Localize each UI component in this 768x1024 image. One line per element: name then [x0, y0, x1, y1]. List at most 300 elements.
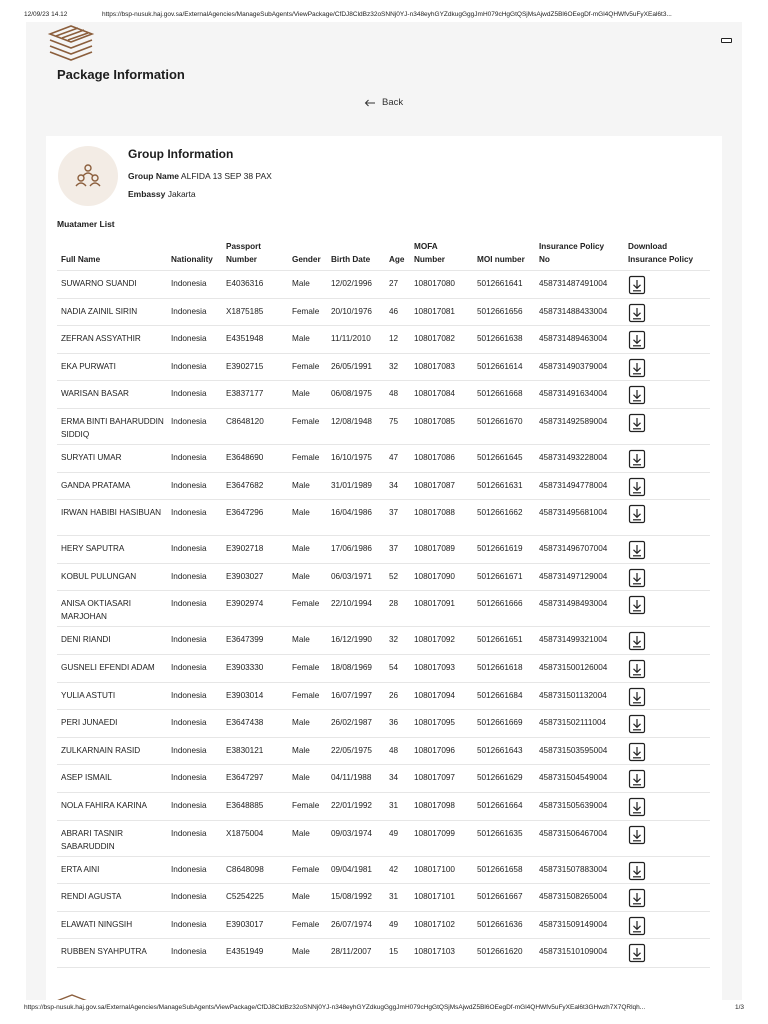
cell-nationality: Indonesia	[171, 306, 207, 316]
cell-age: 54	[389, 663, 399, 672]
cell-passport-number: E3830121	[226, 745, 264, 755]
cell-passport-number: E3903330	[226, 663, 264, 672]
table-row	[57, 472, 710, 500]
cell-moi-number: 5012661618	[477, 663, 523, 672]
cell-gender: Male	[292, 480, 310, 490]
table-row	[57, 626, 710, 654]
muatamer-list-title: Muatamer List	[57, 219, 115, 229]
cell-mofa-number: 108017090	[414, 571, 455, 581]
embassy-line	[128, 189, 196, 199]
back-link[interactable]	[364, 97, 403, 108]
cell-full-name: DENI RIANDI	[61, 635, 111, 645]
cell-gender: Male	[292, 635, 310, 645]
cell-insurance-policy-no: 458731502111004	[539, 718, 607, 728]
cell-insurance-policy-no: 458731509149004	[539, 919, 608, 929]
cell-age: 36	[389, 718, 399, 728]
cell-mofa-number: 108017080	[414, 279, 455, 288]
table-row	[57, 883, 710, 911]
cell-age: 32	[389, 635, 399, 645]
header-nationality: Nationality	[171, 255, 213, 264]
cell-moi-number: 5012661641	[477, 279, 523, 288]
cell-mofa-number: 108017092	[414, 635, 455, 645]
cell-nationality: Indonesia	[171, 334, 207, 344]
cell-age: 46	[389, 306, 399, 316]
cell-moi-number: 5012661643	[477, 745, 523, 755]
cell-moi-number: 5012661645	[477, 453, 523, 462]
cell-passport-number: E3647438	[226, 718, 264, 728]
download-icon[interactable]	[627, 303, 647, 323]
download-icon[interactable]	[627, 504, 647, 524]
cell-insurance-policy-no: 458731508265004	[539, 892, 608, 902]
cell-passport-number: E3647399	[226, 635, 264, 645]
cell-insurance-policy-no: 458731491634004	[539, 389, 608, 399]
cell-moi-number: 5012661638	[477, 334, 523, 344]
cell-gender: Female	[292, 663, 320, 672]
nusuk-logo-icon[interactable]	[46, 24, 96, 62]
table-row	[57, 298, 710, 326]
cell-gender: Female	[292, 453, 320, 462]
cell-gender: Male	[292, 279, 310, 288]
cell-moi-number: 5012661629	[477, 773, 523, 783]
cell-mofa-number: 108017099	[414, 828, 455, 838]
cell-nationality: Indonesia	[171, 864, 207, 874]
cell-moi-number: 5012661684	[477, 690, 523, 700]
cell-insurance-policy-no: 458731510109004	[539, 947, 608, 957]
cell-insurance-policy-no: 458731497129004	[539, 571, 608, 581]
menu-icon[interactable]	[721, 38, 732, 43]
cell-birth-date: 31/01/1989	[331, 480, 372, 490]
cell-insurance-policy-no: 458731503595004	[539, 745, 608, 755]
table-row	[57, 856, 710, 884]
cell-gender: Female	[292, 864, 320, 874]
cell-birth-date: 12/02/1996	[331, 279, 372, 288]
cell-nationality: Indonesia	[171, 361, 207, 371]
download-icon[interactable]	[627, 358, 647, 378]
cell-full-name: ZEFRAN ASSYATHIR	[61, 334, 141, 344]
header-passport-line1: Passport	[226, 242, 262, 251]
cell-moi-number: 5012661666	[477, 599, 523, 609]
download-icon[interactable]	[627, 275, 647, 295]
cell-age: 12	[389, 334, 399, 344]
cell-mofa-number: 108017087	[414, 480, 455, 490]
cell-moi-number: 5012661667	[477, 892, 523, 902]
cell-birth-date: 26/07/1974	[331, 919, 372, 929]
cell-moi-number: 5012661656	[477, 306, 523, 316]
cell-insurance-policy-no: 458731490379004	[539, 361, 608, 371]
download-icon[interactable]	[627, 825, 647, 845]
header-passport	[226, 240, 261, 266]
download-icon[interactable]	[627, 943, 647, 963]
cell-full-name: KOBUL PULUNGAN	[61, 571, 137, 581]
cell-mofa-number: 108017103	[414, 947, 455, 957]
cell-full-name: NADIA ZAINIL SIRIN	[61, 306, 138, 316]
cell-mofa-number: 108017101	[414, 892, 455, 902]
cell-age: 37	[389, 508, 399, 518]
cell-age: 47	[389, 453, 399, 462]
cell-gender: Female	[292, 361, 320, 371]
cell-nationality: Indonesia	[171, 635, 207, 645]
cell-full-name: HERY SAPUTRA	[61, 544, 125, 554]
cell-passport-number: E3837177	[226, 389, 264, 399]
cell-nationality: Indonesia	[171, 480, 207, 490]
cell-passport-number: X1875004	[226, 828, 264, 838]
cell-full-name: WARISAN BASAR	[61, 389, 129, 399]
cell-birth-date: 09/03/1974	[331, 828, 372, 838]
cell-birth-date: 11/11/2010	[331, 334, 371, 344]
cell-gender: Female	[292, 306, 320, 316]
cell-insurance-policy-no: 458731495681004	[539, 508, 608, 518]
embassy-label: Embassy	[128, 189, 166, 199]
table-row	[57, 353, 710, 381]
cell-insurance-policy-no: 458731505639004	[539, 801, 608, 810]
page-title: Package Information	[57, 67, 185, 82]
cell-full-name: PERI JUNAEDI	[61, 718, 118, 728]
group-title: Group Information	[128, 147, 234, 161]
print-header	[0, 0, 768, 22]
table-row	[57, 764, 710, 792]
cell-birth-date: 17/06/1986	[331, 544, 372, 554]
print-datetime: 12/09/23 14.12	[24, 11, 68, 18]
cell-full-name: NOLA FAHIRA KARINA	[61, 801, 147, 810]
cell-insurance-policy-no: 458731501132004	[539, 690, 607, 700]
cell-birth-date: 22/01/1992	[331, 801, 372, 810]
cell-gender: Female	[292, 599, 320, 609]
cell-insurance-policy-no: 458731504549004	[539, 773, 608, 783]
header-mofa-line2: Number	[414, 255, 445, 264]
header-passport-line2: Number	[226, 255, 257, 264]
cell-nationality: Indonesia	[171, 690, 207, 700]
table-row	[57, 792, 710, 820]
cell-insurance-policy-no: 458731488433004	[539, 306, 608, 316]
header-download-line2: Insurance Policy	[628, 255, 694, 264]
download-icon[interactable]	[627, 631, 647, 651]
cell-insurance-policy-no: 458731487491004	[539, 279, 608, 288]
table-row	[57, 590, 710, 626]
header-gender: Gender	[292, 255, 321, 264]
cell-age: 37	[389, 544, 399, 554]
cell-full-name: EKA PURWATI	[61, 361, 116, 371]
cell-passport-number: E4036316	[226, 279, 264, 288]
cell-gender: Male	[292, 773, 310, 783]
cell-passport-number: E3648690	[226, 453, 264, 462]
cell-nationality: Indonesia	[171, 453, 207, 462]
download-icon[interactable]	[627, 769, 647, 789]
cell-nationality: Indonesia	[171, 389, 207, 399]
cell-full-name: SURYATI UMAR	[61, 453, 122, 462]
cell-passport-number: E3903017	[226, 919, 264, 929]
cell-insurance-policy-no: 458731496707004	[539, 544, 608, 554]
cell-moi-number: 5012661668	[477, 389, 523, 399]
cell-insurance-policy-no: 458731506467004	[539, 828, 608, 838]
cell-nationality: Indonesia	[171, 279, 207, 288]
cell-gender: Male	[292, 947, 310, 957]
cell-birth-date: 09/04/1981	[331, 864, 372, 874]
cell-moi-number: 5012661635	[477, 828, 523, 838]
cell-birth-date: 04/11/1988	[331, 773, 372, 783]
download-icon[interactable]	[627, 413, 647, 433]
cell-birth-date: 16/04/1986	[331, 508, 372, 518]
cell-mofa-number: 108017095	[414, 718, 455, 728]
cell-nationality: Indonesia	[171, 663, 207, 672]
cell-full-name: ELAWATI NINGSIH	[61, 919, 133, 929]
cell-full-name: SUWARNO SUANDI	[61, 279, 137, 288]
cell-gender: Male	[292, 828, 310, 838]
table-row	[57, 938, 710, 966]
cell-nationality: Indonesia	[171, 828, 207, 838]
cell-moi-number: 5012661669	[477, 718, 523, 728]
cell-birth-date: 18/08/1969	[331, 663, 372, 672]
header-insurance-line2: No	[539, 255, 550, 264]
header-age: Age	[389, 255, 405, 264]
download-icon[interactable]	[627, 595, 647, 615]
download-icon[interactable]	[627, 916, 647, 936]
table-row	[57, 911, 710, 939]
cell-nationality: Indonesia	[171, 947, 207, 957]
download-icon[interactable]	[627, 687, 647, 707]
embassy-value: Jakarta	[167, 189, 196, 199]
cell-moi-number: 5012661671	[477, 571, 523, 581]
header-mofa	[414, 240, 445, 266]
cell-passport-number: E3903027	[226, 571, 264, 581]
cell-birth-date: 06/08/1975	[331, 389, 372, 399]
cell-age: 32	[389, 361, 399, 371]
cell-moi-number: 5012661658	[477, 864, 523, 874]
cell-birth-date: 26/02/1987	[331, 718, 372, 728]
header-insurance	[539, 240, 604, 266]
table-row	[57, 654, 710, 682]
cell-birth-date: 16/10/1975	[331, 453, 372, 462]
cell-gender: Male	[292, 508, 310, 518]
print-footer	[0, 1000, 768, 1024]
cell-mofa-number: 108017097	[414, 773, 455, 783]
cell-insurance-policy-no: 458731498493004	[539, 599, 608, 609]
download-icon[interactable]	[627, 568, 647, 588]
cell-moi-number: 5012661651	[477, 635, 523, 645]
cell-birth-date: 16/07/1997	[331, 690, 372, 700]
cell-full-name: RENDI AGUSTA	[61, 892, 122, 902]
table-row	[57, 380, 710, 408]
cell-gender: Male	[292, 892, 310, 902]
cell-age: 48	[389, 389, 399, 399]
cell-mofa-number: 108017089	[414, 544, 455, 554]
table-row	[57, 444, 710, 472]
cell-passport-number: C8648098	[226, 864, 264, 874]
cell-gender: Female	[292, 801, 320, 810]
cell-passport-number: X1875185	[226, 306, 264, 316]
cell-passport-number: E3903014	[226, 690, 264, 700]
download-icon[interactable]	[627, 714, 647, 734]
cell-age: 34	[389, 480, 399, 490]
cell-mofa-number: 108017082	[414, 334, 455, 344]
cell-full-name: YULIA ASTUTI	[61, 690, 116, 700]
download-icon[interactable]	[627, 449, 647, 469]
group-name-value: ALFIDA 13 SEP 38 PAX	[180, 171, 272, 181]
download-icon[interactable]	[627, 888, 647, 908]
header-download	[628, 240, 693, 266]
download-icon[interactable]	[627, 330, 647, 350]
cell-gender: Male	[292, 571, 310, 581]
cell-nationality: Indonesia	[171, 718, 207, 728]
cell-mofa-number: 108017096	[414, 745, 455, 755]
header-insurance-line1: Insurance Policy	[539, 242, 605, 251]
cell-mofa-number: 108017093	[414, 663, 455, 672]
table-row	[57, 737, 710, 765]
cell-age: 42	[389, 864, 399, 874]
cell-age: 27	[389, 279, 399, 288]
cell-birth-date: 15/08/1992	[331, 892, 372, 902]
cell-mofa-number: 108017094	[414, 690, 455, 700]
download-icon[interactable]	[627, 477, 647, 497]
cell-insurance-policy-no: 458731500126004	[539, 663, 608, 672]
page-number: 1/3	[734, 1004, 744, 1011]
cell-moi-number: 5012661620	[477, 947, 523, 957]
download-icon[interactable]	[627, 742, 647, 762]
cell-mofa-number: 108017086	[414, 453, 455, 462]
header-moi: MOI number	[477, 255, 525, 264]
cell-mofa-number: 108017084	[414, 389, 455, 399]
cell-nationality: Indonesia	[171, 544, 207, 554]
cell-mofa-number: 108017088	[414, 508, 455, 518]
table-row	[57, 325, 710, 353]
cell-moi-number: 5012661636	[477, 919, 523, 929]
cell-moi-number: 5012661670	[477, 417, 523, 426]
cell-moi-number: 5012661631	[477, 480, 523, 490]
cell-mofa-number: 108017098	[414, 801, 455, 810]
print-url: https://bsp-nusuk.haj.gov.sa/ExternalAgencies/ManageSubAgents/ViewPackage/CfDJ8CldBz32oSNNj0YJ-n348eyhGYZdkugGggJmH079cHgGtQSjMsAjwdZ5Bl6OEegDf-mGl4QHWfv5uFyXEal6t3...	[102, 11, 672, 18]
cell-passport-number: E3647297	[226, 773, 264, 783]
cell-birth-date: 12/08/1948	[331, 417, 372, 426]
table-row	[57, 563, 710, 591]
cell-moi-number: 5012661662	[477, 508, 523, 518]
cell-nationality: Indonesia	[171, 508, 207, 518]
download-icon[interactable]	[627, 540, 647, 560]
table-row	[57, 820, 710, 856]
cell-age: 48	[389, 745, 399, 755]
cell-full-name: RUBBEN SYAHPUTRA	[61, 947, 147, 957]
download-icon[interactable]	[627, 861, 647, 881]
group-name-line	[128, 171, 272, 181]
cell-passport-number: C8648120	[226, 417, 264, 426]
cell-passport-number: E3902718	[226, 544, 264, 554]
header-download-line1: Download	[628, 242, 668, 251]
download-icon[interactable]	[627, 659, 647, 679]
cell-full-name: GUSNELI EFENDI ADAM	[61, 663, 155, 672]
cell-age: 49	[389, 828, 399, 838]
cell-birth-date: 28/11/2007	[331, 947, 372, 957]
cell-passport-number: E3647296	[226, 508, 264, 518]
cell-gender: Female	[292, 417, 320, 426]
print-footer-url: https://bsp-nusuk.haj.gov.sa/ExternalAgencies/ManageSubAgents/ViewPackage/CfDJ8CldBz32oSNNj0YJ-n348eyhGYZdkugGggJmH079cHgGtQSjMsAjwdZ5Bl6OEegDf-mGl4QHWfv5uFyXEal6t3GHwzh7X7QRlqh...	[24, 1004, 646, 1011]
cell-full-name: ASEP ISMAIL	[61, 773, 112, 783]
group-people-icon	[58, 146, 118, 206]
cell-nationality: Indonesia	[171, 599, 207, 609]
cell-age: 34	[389, 773, 399, 783]
cell-gender: Male	[292, 334, 310, 344]
table-bottom-divider	[57, 967, 710, 968]
cell-birth-date: 06/03/1971	[331, 571, 372, 581]
cell-age: 26	[389, 690, 399, 700]
cell-age: 52	[389, 571, 399, 581]
header-mofa-line1: MOFA	[414, 242, 438, 251]
header-birth-date: Birth Date	[331, 255, 371, 264]
cell-full-name: ERMA BINTI BAHARUDDIN SIDDIQ	[61, 417, 164, 439]
cell-gender: Female	[292, 690, 320, 700]
cell-full-name: ERTA AINI	[61, 864, 100, 874]
back-label: Back	[382, 97, 404, 108]
cell-nationality: Indonesia	[171, 801, 207, 810]
cell-mofa-number: 108017091	[414, 599, 455, 609]
cell-insurance-policy-no: 458731507883004	[539, 864, 608, 874]
table-row	[57, 499, 710, 535]
cell-passport-number: E4351949	[226, 947, 264, 957]
cell-insurance-policy-no: 458731499321004	[539, 635, 608, 645]
cell-passport-number: E3647682	[226, 480, 264, 490]
cell-age: 31	[389, 892, 399, 902]
cell-moi-number: 5012661664	[477, 801, 523, 810]
cell-age: 75	[389, 417, 399, 426]
cell-age: 31	[389, 801, 399, 810]
cell-birth-date: 26/05/1991	[331, 361, 372, 371]
arrow-left-icon	[364, 99, 376, 107]
cell-birth-date: 22/10/1994	[331, 599, 372, 609]
footer-logo-icon	[50, 990, 94, 1000]
download-icon[interactable]	[627, 797, 647, 817]
cell-nationality: Indonesia	[171, 745, 207, 755]
group-name-label: Group Name	[128, 171, 180, 181]
cell-nationality: Indonesia	[171, 892, 207, 902]
cell-birth-date: 20/10/1976	[331, 306, 372, 316]
cell-passport-number: E3902974	[226, 599, 264, 609]
cell-age: 49	[389, 919, 399, 929]
table-row	[57, 709, 710, 737]
cell-mofa-number: 108017102	[414, 919, 455, 929]
cell-full-name: IRWAN HABIBI HASIBUAN	[61, 508, 162, 518]
cell-nationality: Indonesia	[171, 773, 207, 783]
cell-insurance-policy-no: 458731489463004	[539, 334, 608, 344]
cell-birth-date: 22/05/1975	[331, 745, 372, 755]
cell-mofa-number: 108017081	[414, 306, 455, 316]
cell-moi-number: 5012661614	[477, 361, 523, 371]
cell-nationality: Indonesia	[171, 417, 207, 426]
table-row	[57, 682, 710, 710]
table-row	[57, 408, 710, 444]
cell-gender: Female	[292, 919, 320, 929]
table-row	[57, 535, 710, 563]
cell-birth-date: 16/12/1990	[331, 635, 372, 645]
cell-age: 28	[389, 599, 399, 609]
header-full-name: Full Name	[61, 255, 101, 264]
cell-passport-number: C5254225	[226, 892, 264, 902]
cell-passport-number: E3902715	[226, 361, 264, 371]
cell-insurance-policy-no: 458731494778004	[539, 480, 608, 490]
cell-gender: Male	[292, 718, 310, 728]
cell-moi-number: 5012661619	[477, 544, 523, 554]
cell-insurance-policy-no: 458731493228004	[539, 453, 608, 462]
table-row	[57, 270, 710, 298]
cell-full-name: GANDA PRATAMA	[61, 480, 131, 490]
cell-mofa-number: 108017083	[414, 361, 455, 371]
cell-gender: Male	[292, 544, 310, 554]
cell-mofa-number: 108017100	[414, 864, 455, 874]
cell-full-name: ZULKARNAIN RASID	[61, 745, 141, 755]
cell-passport-number: E4351948	[226, 334, 264, 344]
cell-nationality: Indonesia	[171, 919, 207, 929]
cell-gender: Male	[292, 745, 310, 755]
cell-passport-number: E3648885	[226, 801, 264, 810]
download-icon[interactable]	[627, 385, 647, 405]
cell-full-name: ANISA OKTIASARI MARJOHAN	[61, 599, 132, 622]
cell-age: 15	[389, 947, 399, 957]
